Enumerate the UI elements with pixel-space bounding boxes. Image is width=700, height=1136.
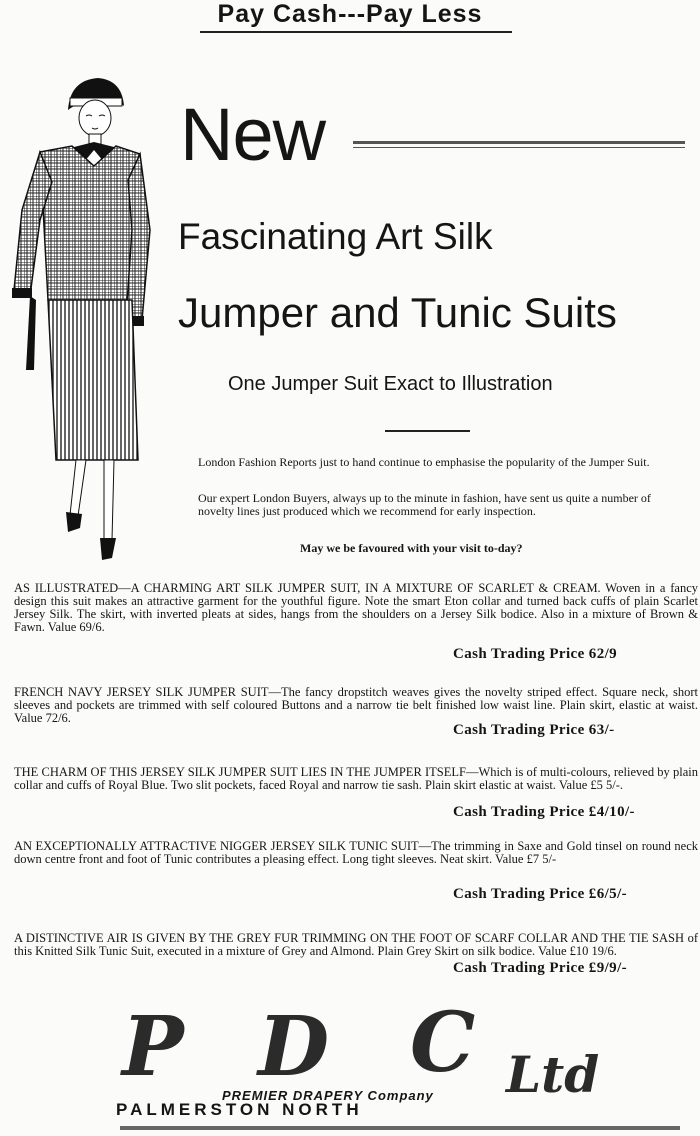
footer-rule bbox=[120, 1126, 680, 1130]
logo-initial-p: P bbox=[122, 999, 184, 1095]
logo-city: PALMERSTON NORTH bbox=[116, 1100, 363, 1119]
intro-paragraph-2: Our expert London Buyers, always up to the minute in fashion, have sent us quite a number of novelty lines just produced which we recommend for early inspection. bbox=[198, 491, 651, 518]
headline-new: New bbox=[180, 93, 326, 176]
item-description: AN EXCEPTIONALLY ATTRACTIVE NIGGER JERSEY SILK TUNIC SUIT—The trimming in Saxe and Gold tinsel on round neck down centre front and foot of Tunic contributes a pleasing effect. Long tight sleeves. Neat skirt. Value £7 5/- bbox=[14, 839, 698, 866]
logo-initial-c: C bbox=[410, 995, 476, 1091]
header-rule bbox=[200, 31, 512, 33]
subtitle-rule bbox=[385, 430, 470, 432]
intro-paragraph-3: May we be favoured with your visit to-day? bbox=[300, 541, 523, 555]
item-price: Cash Trading Price 62/9 bbox=[453, 646, 618, 662]
logo-company-name: PREMIER DRAPERY Company bbox=[222, 1088, 434, 1103]
fashion-illustration bbox=[0, 70, 180, 570]
headline-rule-top bbox=[353, 141, 685, 144]
item-price: Cash Trading Price £6/5/- bbox=[453, 886, 628, 902]
item-price: Cash Trading Price 63/- bbox=[453, 722, 615, 738]
logo-initial-d: D bbox=[258, 999, 330, 1095]
item-description: FRENCH NAVY JERSEY SILK JUMPER SUIT—The fancy dropstitch weaves gives the novelty striped effect. Square neck, short sleeves and pockets are trimmed with self coloured Buttons and a narrow tie belt finished low waist line. Plain skirt, elastic at waist. Value 72/6. bbox=[14, 685, 698, 725]
item-description: A DISTINCTIVE AIR IS GIVEN BY THE GREY FUR TRIMMING ON THE FOOT OF SCARF COLLAR AND THE TIE SASH of this Knitted Silk Tunic Suit, executed in a mixture of Grey and Almond. Plain Grey Skirt on silk bodice. Value £10 19/6. bbox=[14, 931, 698, 958]
item-description: THE CHARM OF THIS JERSEY SILK JUMPER SUIT LIES IN THE JUMPER ITSELF—Which is of multi-colours, relieved by plain collar and cuffs of Royal Blue. Two slit pockets, faced Royal and narrow tie sash. Plain skirt elastic at waist. Value £5 5/-. bbox=[14, 765, 698, 792]
headline-rule-bottom bbox=[353, 147, 685, 148]
header-title: Pay Cash---Pay Less bbox=[217, 0, 483, 28]
headline-line1: Fascinating Art Silk bbox=[178, 216, 493, 257]
item-price: Cash Trading Price £9/9/- bbox=[453, 960, 628, 976]
intro-paragraph-1: London Fashion Reports just to hand continue to emphasise the popularity of the Jumper Suit. bbox=[198, 455, 650, 469]
item-description: AS ILLUSTRATED—A CHARMING ART SILK JUMPER SUIT, IN A MIXTURE OF SCARLET & CREAM. Woven in a fancy design this suit makes an attractive garment for the youthful figure. Note the smart Eton collar and turned back cuffs of plain Scarlet Jersey Silk. The skirt, with inverted pleats at sides, hangs from the shoulders on a Jersey Silk bodice. Also in a mixture of Brown & Fawn. Value 69/6. bbox=[14, 581, 698, 634]
company-logo bbox=[110, 995, 610, 1128]
logo-ltd: Ltd bbox=[506, 1045, 600, 1104]
headline-subtitle: One Jumper Suit Exact to Illustration bbox=[228, 373, 553, 395]
item-price: Cash Trading Price £4/10/- bbox=[453, 804, 635, 820]
headline-line2: Jumper and Tunic Suits bbox=[178, 289, 617, 336]
